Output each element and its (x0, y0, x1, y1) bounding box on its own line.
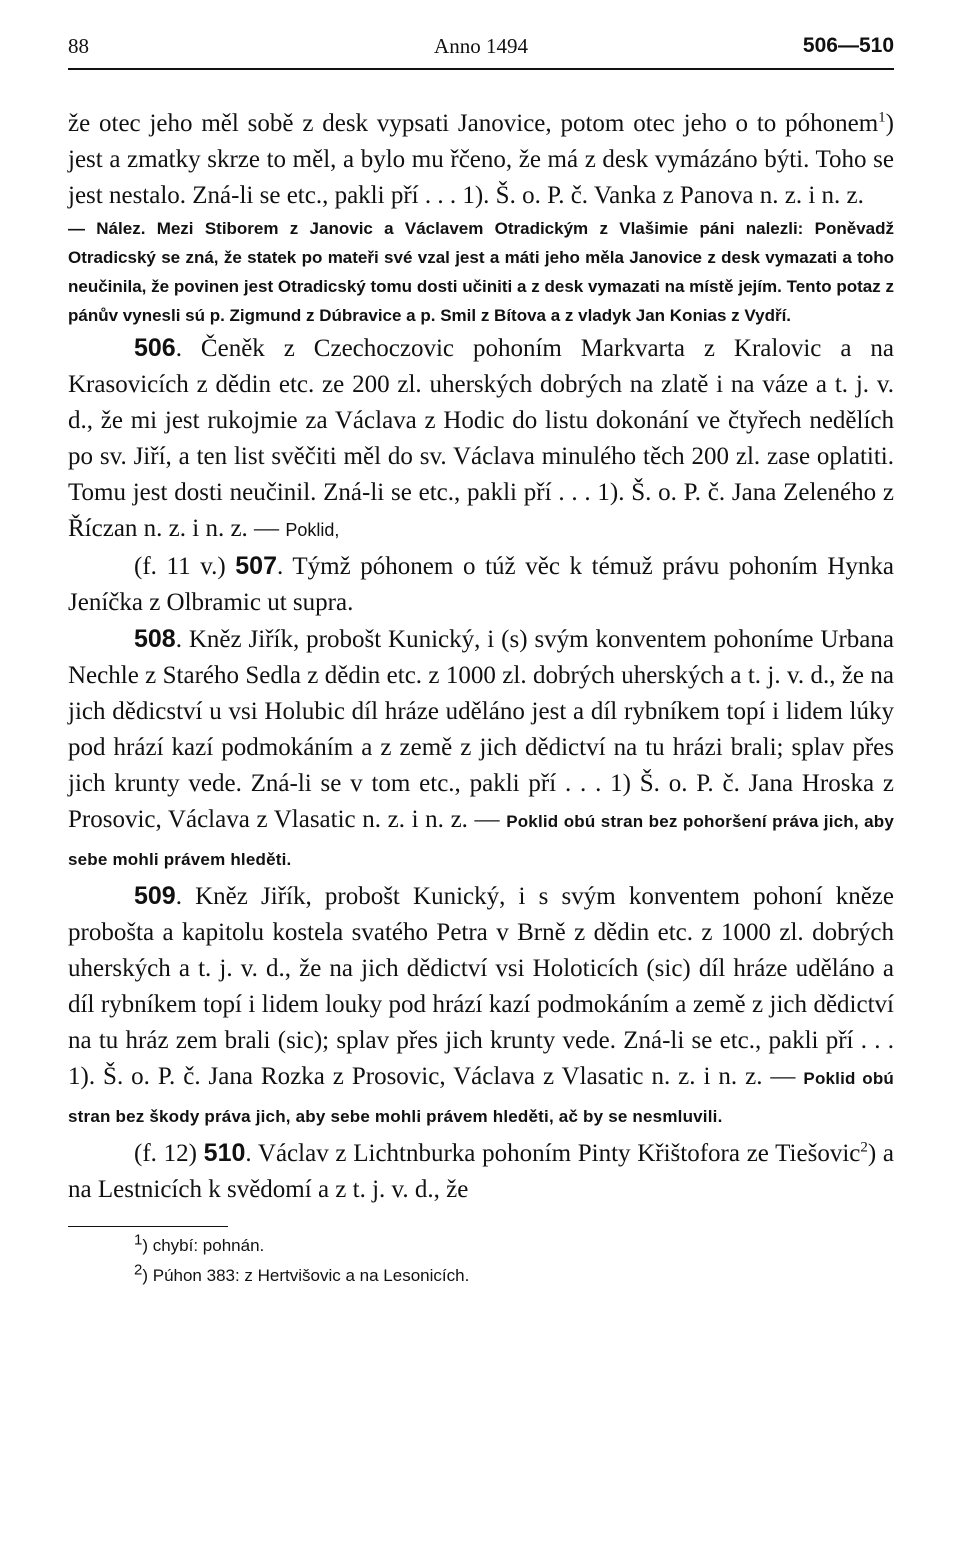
folio-ref: (f. 11 v.) (134, 553, 226, 580)
running-header (68, 28, 894, 70)
footnote-text: ) chybí: pohnán. (142, 1236, 265, 1255)
entry-note: Poklid, (285, 520, 340, 540)
footnote (68, 1261, 894, 1291)
text-run: . Kněz Jiřík, probošt Kunický, i (s) svým konventem pohoníme Urbana Nechle z Starého Sedla z dědin etc. z 1000 zl. dobrých uherských a t. j. v. d., že na jich dědicství u vsi Holubic díl hráze uděláno jest a díl rybníkem topí i lidem lúky pod hrází kazí podmokáním a z země z jich dědictví na tu hrázi brali; splav přes jich krunty vede. Zná-li se v tom etc., pakli pří . . . 1) Š. o. P. č. Jana Hroska z Prosovic, Václava z Vlasatic n. z. i n. z. — (68, 626, 894, 833)
entry-508 (68, 621, 894, 878)
page-number: 88 (68, 34, 89, 58)
text-run: ) jest a zmatky skrze to měl, a bylo mu řčeno, že má z desk vymázáno býti. Toho se jest nestalo. Zná-li se etc., pakli pří . . . 1). Š. o. P. č. Vanka z Panova n. z. i n. z. (68, 110, 894, 209)
entry-number: 508 (134, 625, 176, 653)
entry-number: 510 (203, 1139, 246, 1167)
footnote-ref: 2 (860, 1139, 868, 1156)
text-run: ) a na Lestnicích k svědomí a z t. j. v. d., že (68, 1140, 895, 1203)
footnote-rule (68, 1226, 228, 1227)
entry-number: 509 (134, 882, 176, 910)
entry-note: Poklid obú stran bez škody práva jich, aby sebe mohli právem hleděti, ač by se nesmluvili. (68, 1069, 895, 1126)
footnote (68, 1231, 894, 1261)
text-run: . Kněz Jiřík, probošt Kunický, i s svým konventem pohoní kněze probošta a kapitolu kostela svatého Petra v Brně z dědin etc. z 1000 zl. dobrých uherských a t. j. v. d., že na jich dědictví vsi Holoticích (sic) díl hráze uděláno a díl rybníkem topí i lidem louky pod hrází kazí podmokáním a země z jich dědictví na tu hráz zem brali (sic); splav přes jich krunty vede. Zná-li se etc., pakli pří . . . 1). Š. o. P. č. Jana Rozka z Prosovic, Václava z Vlasatic n. z. i n. z. — (68, 883, 894, 1090)
entry-510 (68, 1135, 894, 1208)
text-run: . Čeněk z Czechoczovic pohoním Markvarta z Kralovic a na Krasovicích z dědin etc. ze 200 zl. uherských dobrých na zlatě i na váze a t. j. v. d., že mi jest rukojmie za Václava z Hodic do listu dokonání ve čtyřech nedělích po sv. Jiří, a ten list svěčiti měl do sv. Václava minulého těch 200 zl. zase oplatiti. Tomu jest dosti neučinil. Zná-li se etc., pakli pří . . . 1). Š. o. P. č. Jana Zeleného z Říczan n. z. i n. z. — (68, 335, 894, 542)
text-run: že otec jeho měl sobě z desk vypsati Janovice, potom otec jeho o to póhonem (68, 110, 879, 137)
entry-509 (68, 878, 894, 1135)
paragraph-continuation (68, 106, 894, 214)
entry-note: Poklid obú stran bez pohoršení práva jich, aby sebe mohli právem hleděti. (68, 812, 895, 869)
entry-range: 506—510 (802, 34, 894, 57)
text-run: . Václav z Lichtnburka pohoním Pinty Křištofora ze Tiešovic (245, 1140, 861, 1167)
entry-507 (68, 548, 894, 621)
footnotes (68, 1231, 894, 1291)
entry-506 (68, 330, 894, 548)
entry-number: 506 (134, 334, 176, 362)
footnote-ref: 1 (878, 109, 886, 126)
page-body (68, 106, 894, 1291)
folio-ref: (f. 12) (134, 1140, 197, 1167)
nalez-block: — Nález. Mezi Stiborem z Janovic a Václavem Otradickým z Vlašimie páni nalezli: Poněvadž Otradicský se zná, že statek po mateři své vzal jest a máti jeho měla Janovice z desk vymazati a toho neučinila, že povinen jest Otradicský tomu dosti učiniti a z desk vymazati na místě jejím. Tento potaz z pánův vynesli sú p. Zigmund z Dúbravice a p. Smil z Bítova a z vladyk Jan Konias z Vydří. (68, 219, 894, 325)
page (68, 28, 894, 1291)
footnote-mark: 1 (134, 1231, 143, 1249)
footnote-text: ) Púhon 383: z Hertvišovic a na Lesonicích. (142, 1266, 470, 1285)
text-run: . Týmž póhonem o túž věc k témuž právu pohoním Hynka Jeníčka z Olbramic ut supra. (68, 553, 895, 616)
footnote-mark: 2 (134, 1261, 143, 1279)
running-title: Anno 1494 (434, 34, 528, 58)
entry-number: 507 (235, 552, 277, 580)
